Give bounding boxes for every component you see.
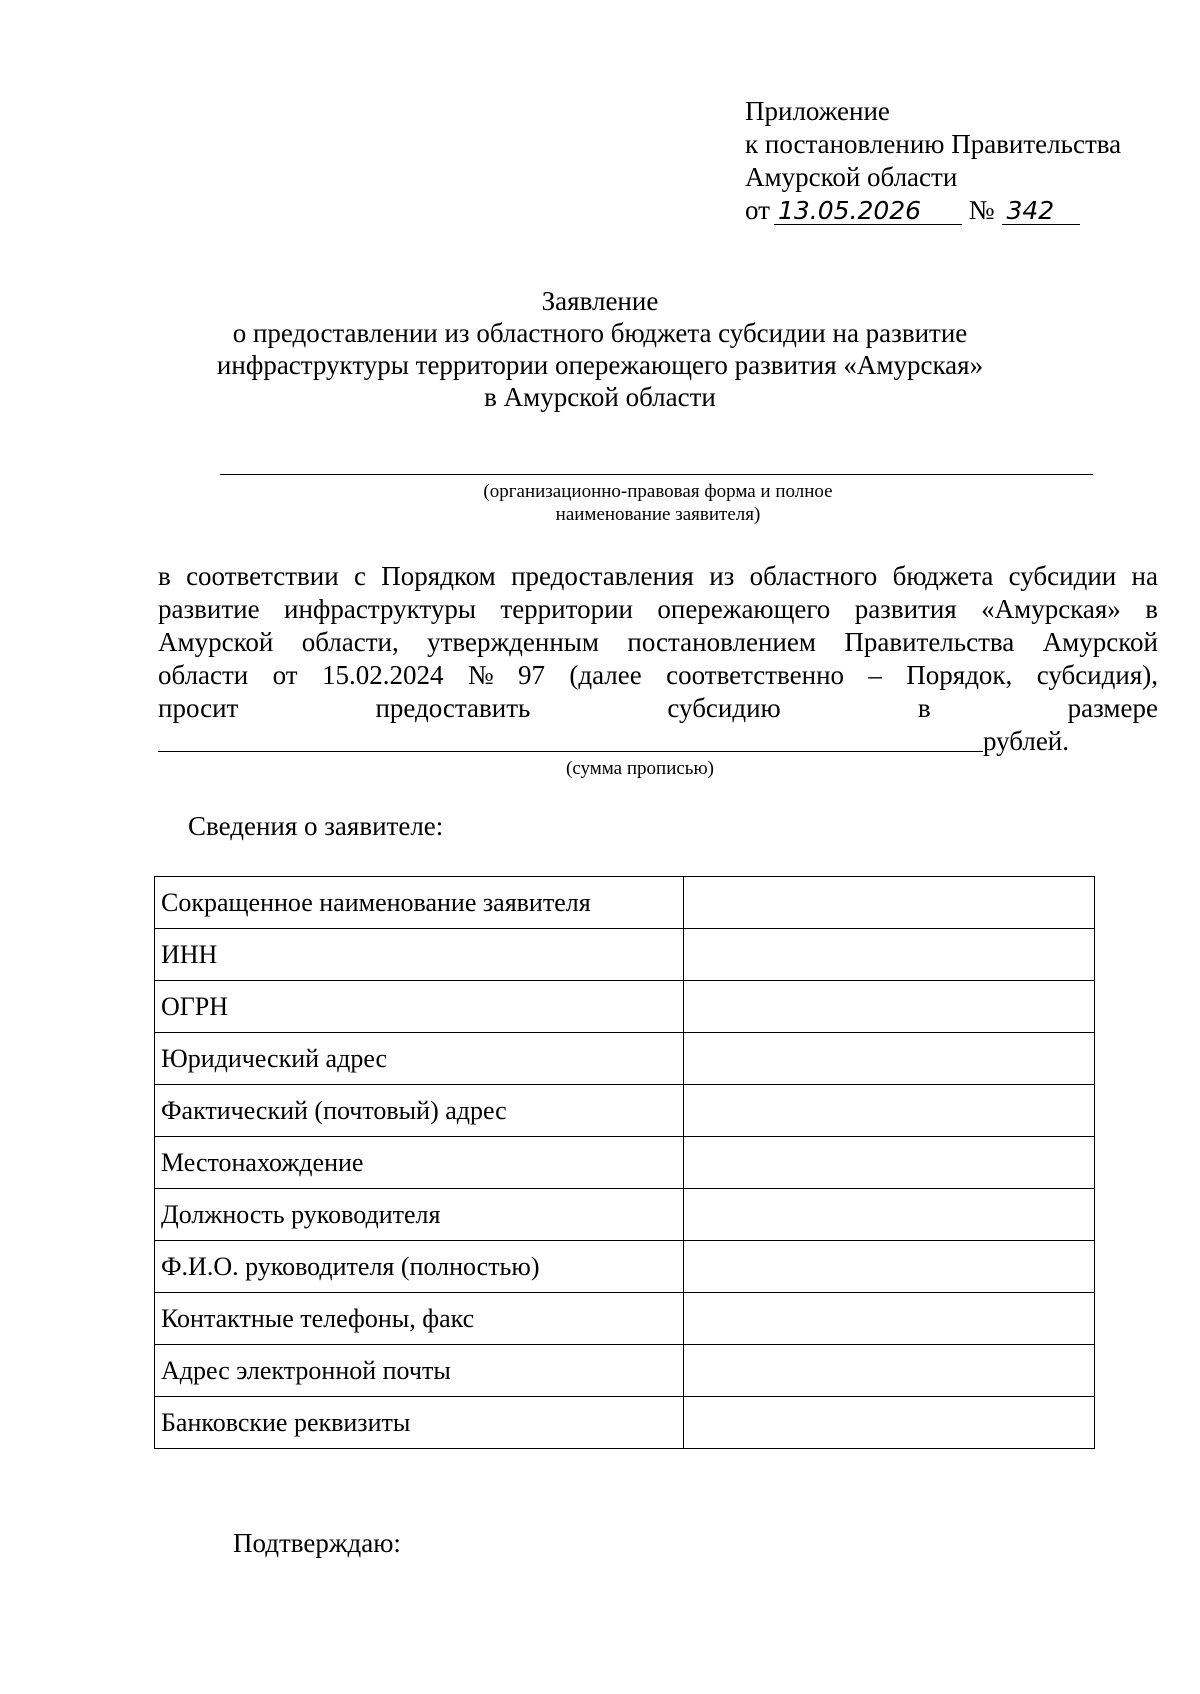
table-row-label: Адрес электронной почты — [155, 1345, 684, 1397]
table-row-label: Фактический (почтовый) адрес — [155, 1085, 684, 1137]
table-row-label: Банковские реквизиты — [155, 1397, 684, 1449]
appendix-line-2: к постановлению Правительства — [745, 129, 1122, 159]
table-row-value-field[interactable] — [684, 1241, 1095, 1293]
body-word: субсидия), — [1036, 660, 1158, 690]
appendix-line-1: Приложение — [745, 96, 890, 126]
table-row — [155, 1085, 1095, 1137]
table-row — [155, 1137, 1095, 1189]
body-word: соответствии — [186, 561, 339, 591]
table-row-label: ИНН — [155, 929, 684, 981]
table-row-value-field[interactable] — [684, 1345, 1095, 1397]
body-word: на — [1131, 561, 1158, 591]
appendix-line-3: Амурской области — [745, 162, 958, 192]
table-row — [155, 1293, 1095, 1345]
title-line-1: Заявление — [541, 286, 659, 316]
body-word: в — [1145, 594, 1158, 624]
body-word: Амурской — [158, 627, 274, 657]
sum-caption: (сумма прописью) — [566, 758, 714, 779]
body-line-2 — [158, 593, 1158, 626]
number-label: № — [968, 195, 995, 225]
body-line-3 — [158, 626, 1158, 659]
confirm-label: Подтверждаю: — [233, 1528, 401, 1558]
table-row-value-field[interactable] — [684, 1137, 1095, 1189]
body-line-4 — [158, 659, 1158, 692]
body-line-6 — [158, 725, 1158, 758]
table-row-value-field[interactable] — [684, 1085, 1095, 1137]
body-word: просит — [158, 693, 239, 723]
currency-label: рублей. — [983, 726, 1070, 756]
table-row-label: Сокращенное наименование заявителя — [155, 877, 684, 929]
applicant-info-table — [154, 876, 1095, 1449]
body-word: Порядок, — [906, 660, 1013, 690]
handwritten-date: 13.05.2026 — [774, 198, 962, 225]
body-word: территории — [500, 594, 633, 624]
body-word: от — [272, 660, 298, 690]
appendix-date-line — [745, 194, 1121, 227]
table-row-value-field[interactable] — [684, 1293, 1095, 1345]
table-row-value-field[interactable] — [684, 1189, 1095, 1241]
body-word: 97 — [517, 660, 545, 690]
body-word: развития — [854, 594, 957, 624]
body-word: бюджета — [892, 561, 994, 591]
body-word: – — [868, 660, 882, 690]
body-word: Амурской — [1042, 627, 1158, 657]
table-row — [155, 1189, 1095, 1241]
body-word: постановлением — [627, 627, 816, 657]
table-row — [155, 877, 1095, 929]
body-word: соответственно — [666, 660, 845, 690]
table-row-label: Юридический адрес — [155, 1033, 684, 1085]
table-row — [155, 1397, 1095, 1449]
table-row — [155, 929, 1095, 981]
body-word: субсидии — [1008, 561, 1117, 591]
body-word: «Амурская» — [981, 594, 1121, 624]
body-word: Правительства — [844, 627, 1015, 657]
body-word: области, — [301, 627, 399, 657]
table-row-label: Местонахождение — [155, 1137, 684, 1189]
table-row — [155, 981, 1095, 1033]
document-title — [200, 285, 1000, 413]
table-row-label: Контактные телефоны, факс — [155, 1293, 684, 1345]
table-row-value-field[interactable] — [684, 1397, 1095, 1449]
body-word: предоставить — [375, 693, 531, 723]
table-row-value-field[interactable] — [684, 1033, 1095, 1085]
subsidy-amount-field[interactable] — [158, 725, 983, 752]
applicant-name-field[interactable] — [220, 474, 1093, 475]
table-row-label: ОГРН — [155, 981, 684, 1033]
body-word: из — [709, 561, 735, 591]
table-row-label: Ф.И.О. руководителя (полностью) — [155, 1241, 684, 1293]
body-word: субсидию — [667, 693, 781, 723]
applicant-name-caption — [300, 480, 1016, 526]
table-row-value-field[interactable] — [684, 877, 1095, 929]
appendix-block — [745, 95, 1121, 227]
table-row — [155, 1345, 1095, 1397]
table-row-value-field[interactable] — [684, 981, 1095, 1033]
body-word: (далее — [569, 660, 642, 690]
body-word: развитие — [158, 594, 260, 624]
from-label: от — [745, 195, 770, 225]
table-row-value-field[interactable] — [684, 929, 1095, 981]
body-line-5 — [158, 692, 1158, 725]
body-word: размере — [1067, 693, 1158, 723]
applicant-caption-line-2: наименование заявителя) — [555, 504, 761, 525]
applicant-info-heading: Сведения о заявителе: — [188, 811, 444, 841]
body-word: Порядком — [381, 561, 496, 591]
body-word: 15.02.2024 — [321, 660, 444, 690]
table-row — [155, 1241, 1095, 1293]
table-row-label: Должность руководителя — [155, 1189, 684, 1241]
body-word: области — [158, 660, 249, 690]
body-word: опережающего — [657, 594, 831, 624]
body-line-1 — [158, 560, 1158, 593]
title-line-3: инфраструктуры территории опережающего развития «Амурская» — [216, 350, 984, 380]
title-line-4: в Амурской области — [484, 382, 716, 412]
body-word: № — [467, 660, 494, 690]
body-word: предоставления — [511, 561, 694, 591]
body-word: областного — [749, 561, 878, 591]
table-row — [155, 1033, 1095, 1085]
handwritten-number: 342 — [1002, 198, 1080, 225]
body-paragraph — [158, 560, 1158, 758]
title-line-2: о предоставлении из областного бюджета субсидии на развитие — [232, 318, 968, 348]
body-word: с — [353, 561, 366, 591]
body-word: инфраструктуры — [284, 594, 476, 624]
body-word: в — [158, 561, 171, 591]
applicant-caption-line-1: (организационно-правовая форма и полное — [483, 481, 833, 502]
body-word: в — [917, 693, 931, 723]
body-word: утвержденным — [427, 627, 599, 657]
